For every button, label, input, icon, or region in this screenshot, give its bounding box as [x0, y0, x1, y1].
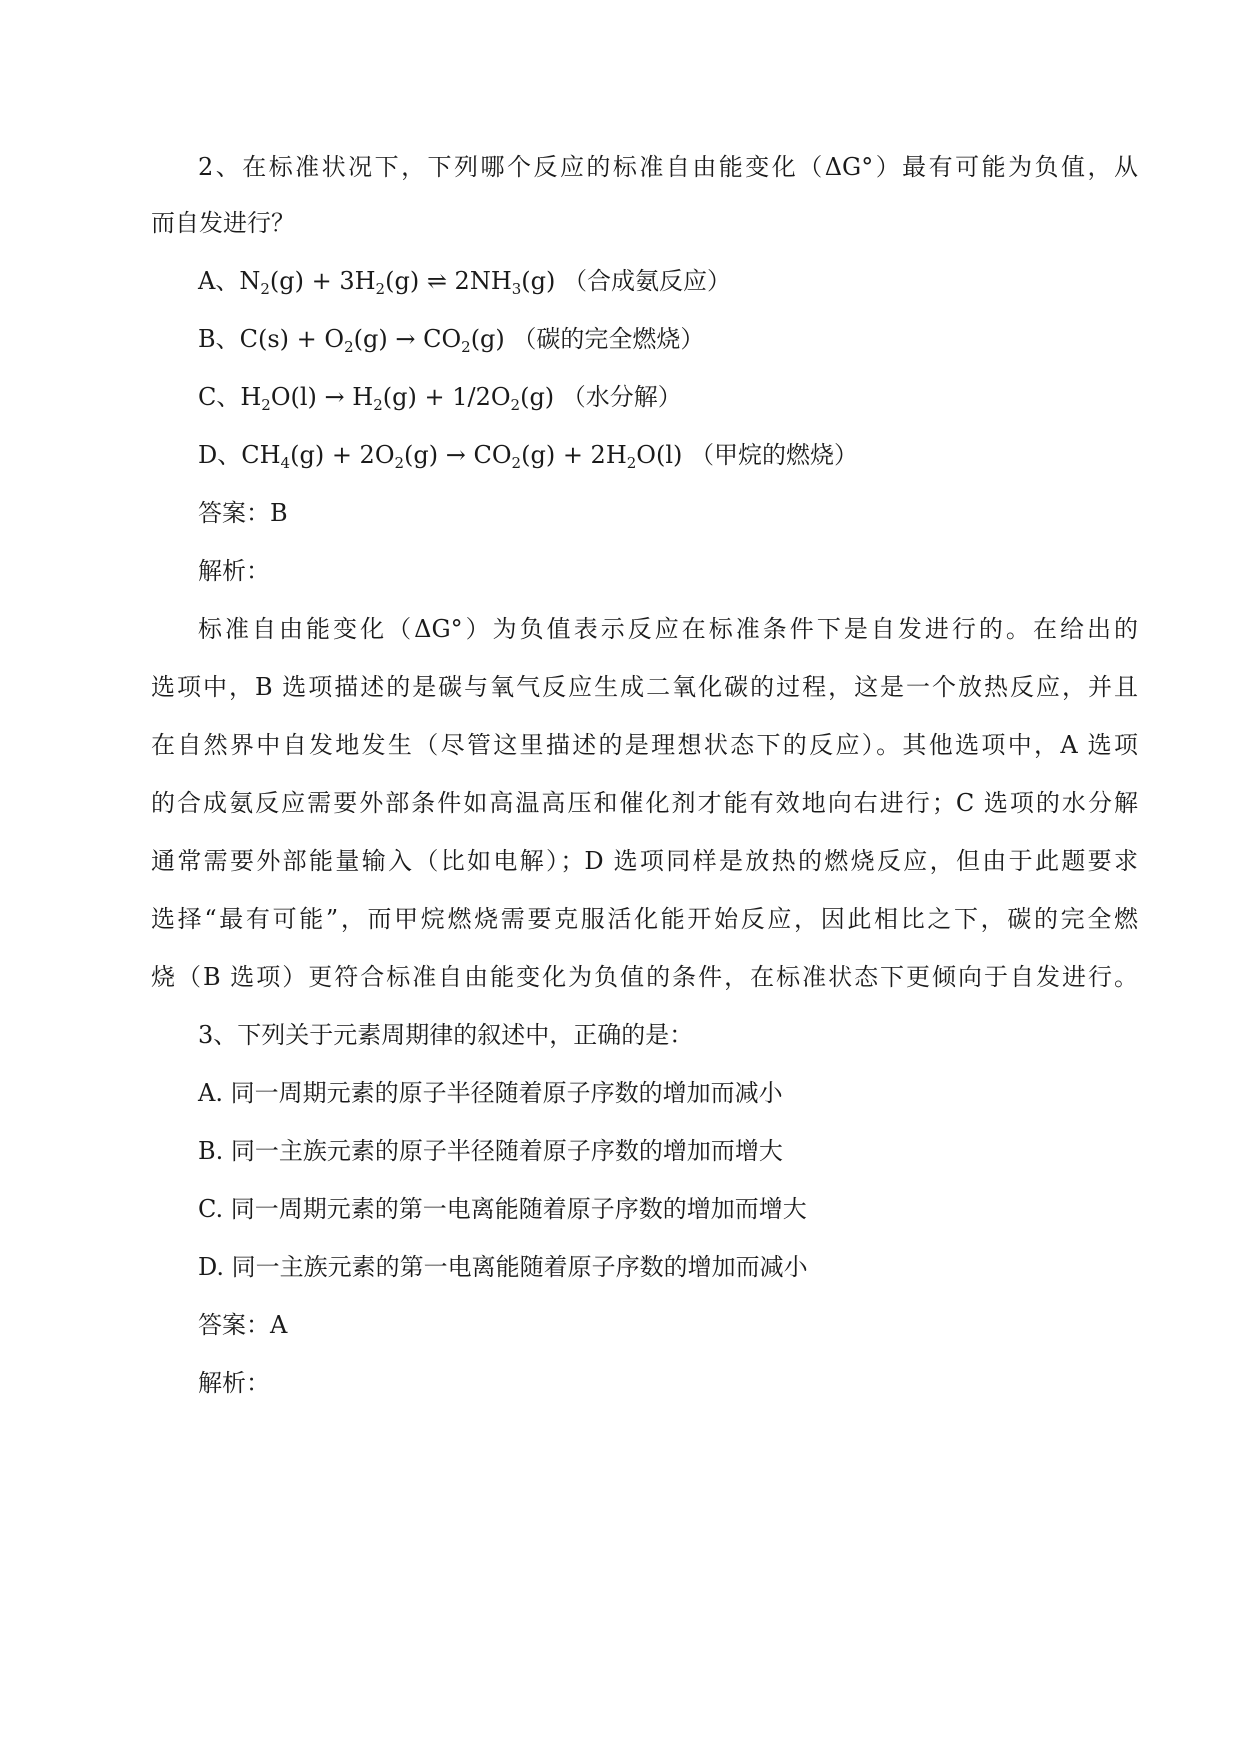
q3-analysis-label: 解析： [198, 1369, 270, 1397]
q3-option-d: D. 同一主族元素的第一电离能随着原子序数的增加而减小 [198, 1253, 808, 1281]
q3-option-c: C. 同一周期元素的第一电离能随着原子序数的增加而增大 [198, 1195, 807, 1223]
q2-option-b: B、$C(s) + O_2(g) \to CO_2(g)$ （碳的完全燃烧） [198, 325, 705, 356]
q3-option-a: A. 同一周期元素的原子半径随着原子序数的增加而减小 [198, 1079, 783, 1107]
q2-stem-line2: 而自发进行？ [151, 209, 295, 237]
q2-option-a: A、$N_2(g) + 3H_2(g)$ ⇌ $2NH_3(g)$ （合成氨反应） [198, 267, 732, 298]
q2-stem-line1: 2、在标准状况下，下列哪个反应的标准自由能变化（ΔG°）最有可能为负值，从 [198, 153, 1138, 181]
q2-analysis-line: 标准自由能变化（ΔG°）为负值表示反应在标准条件下是自发进行的。在给出的 [198, 615, 1138, 643]
q2-option-c: C、$H_2O(l) \to H_2(g) + 1/2O_2(g)$ （水分解） [198, 383, 682, 414]
q2-analysis-line: 通常需要外部能量输入（比如电解）；D 选项同样是放热的燃烧反应，但由于此题要求 [151, 847, 1138, 875]
q2-analysis-line: 选项中，B 选项描述的是碳与氧气反应生成二氧化碳的过程，这是一个放热反应，并且 [151, 673, 1138, 701]
q3-stem: 3、下列关于元素周期律的叙述中，正确的是： [198, 1021, 694, 1049]
q2-analysis-line: 选择“最有可能”，而甲烷燃烧需要克服活化能开始反应，因此相比之下，碳的完全燃 [151, 905, 1138, 933]
q2-analysis-line: 的合成氨反应需要外部条件如高温高压和催化剂才能有效地向右进行；C 选项的水分解 [151, 789, 1138, 817]
q3-option-b: B. 同一主族元素的原子半径随着原子序数的增加而增大 [198, 1137, 783, 1165]
q2-option-d: D、$CH_4(g) + 2O_2(g) \to CO_2(g) + 2H_2O(l)$ （甲烷的燃烧） [198, 441, 859, 472]
q2-answer: 答案：B [198, 499, 288, 527]
q3-answer: 答案：A [198, 1311, 288, 1339]
q2-analysis-line: 烧（B 选项）更符合标准自由能变化为负值的条件，在标准状态下更倾向于自发进行。 [151, 963, 1138, 991]
q2-analysis-line: 在自然界中自发地发生（尽管这里描述的是理想状态下的反应）。其他选项中，A 选项 [151, 731, 1138, 759]
q2-analysis-label: 解析： [198, 557, 270, 585]
